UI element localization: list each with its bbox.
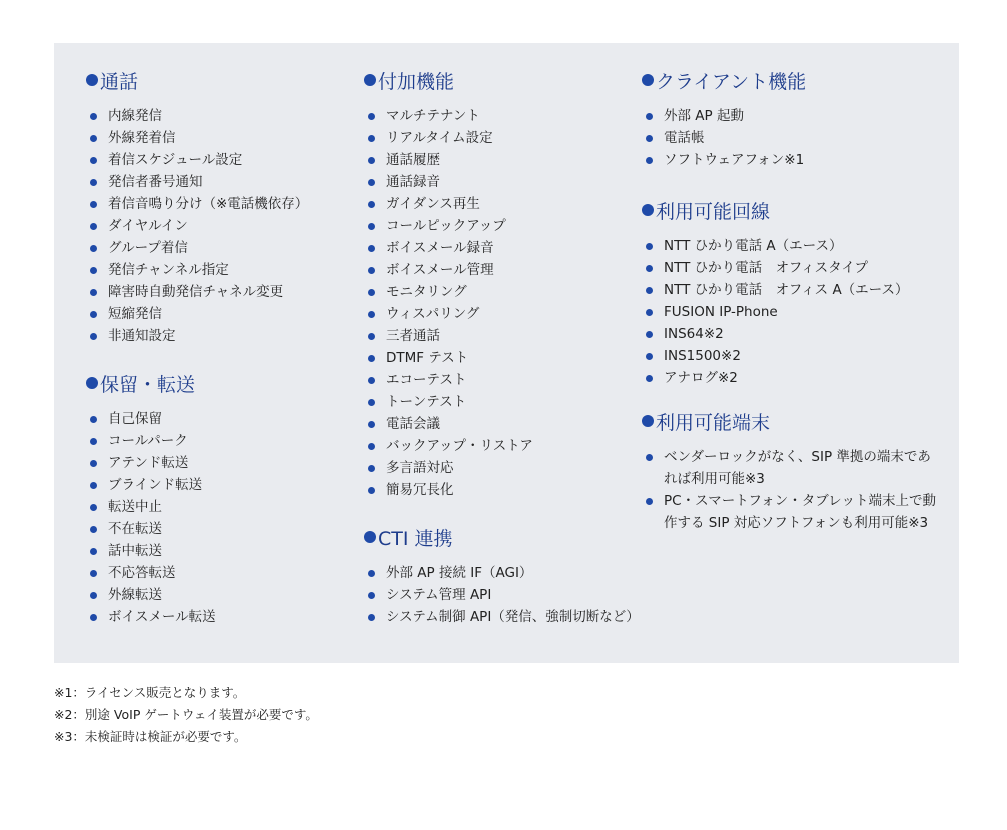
section-title	[642, 195, 909, 225]
section-title	[642, 65, 806, 95]
list-item	[86, 540, 216, 562]
bullet-dot-icon	[90, 157, 97, 164]
bullet-dot-icon	[90, 135, 97, 142]
circle-bullet-icon	[642, 74, 654, 86]
list-item-text: DTMF テスト	[386, 350, 469, 366]
bullet-dot-icon	[368, 333, 375, 340]
bullet-dot-icon	[90, 592, 97, 599]
bullet-dot-icon	[368, 355, 375, 362]
list-item-text: ボイスメール転送	[108, 609, 216, 625]
list-item-text: ガイダンス再生	[386, 196, 480, 212]
list-item-text: バックアップ・リストア	[386, 438, 533, 454]
list-item	[364, 479, 533, 501]
list-item-text: ダイヤルイン	[108, 218, 188, 234]
bullet-dot-icon	[368, 267, 375, 274]
list-item	[364, 215, 533, 237]
list-item-text: 多言語対応	[386, 460, 454, 476]
list-item-text: システム制御 API（発信、強制切断など）	[386, 609, 640, 625]
list-item-text: 通話履歴	[386, 152, 440, 168]
list-item	[642, 301, 909, 323]
bullet-dot-icon	[368, 399, 375, 406]
feature-list	[642, 105, 806, 171]
circle-bullet-icon	[642, 204, 654, 216]
list-item-text: 外部 AP 起動	[664, 108, 744, 124]
list-item	[86, 237, 308, 259]
footnotes	[54, 682, 954, 748]
feature-list	[86, 408, 216, 628]
list-item-text: ソフトウェアフォン※1	[664, 152, 805, 168]
bullet-dot-icon	[646, 243, 653, 250]
list-item	[364, 347, 533, 369]
list-item-text: 簡易冗長化	[386, 482, 454, 498]
list-item-text: 通話録音	[386, 174, 440, 190]
bullet-dot-icon	[90, 333, 97, 340]
bullet-dot-icon	[368, 157, 375, 164]
bullet-dot-icon	[90, 179, 97, 186]
section-additional-features	[364, 65, 533, 501]
list-item	[86, 606, 216, 628]
bullet-dot-icon	[90, 504, 97, 511]
bullet-dot-icon	[646, 157, 653, 164]
list-item	[642, 127, 806, 149]
bullet-dot-icon	[90, 245, 97, 252]
list-item-text: INS1500※2	[664, 348, 741, 364]
list-item	[364, 259, 533, 281]
section-title-text: CTI 連携	[378, 527, 453, 550]
list-item-text: 非通知設定	[108, 328, 176, 344]
bullet-dot-icon	[90, 460, 97, 467]
section-title-text: 通話	[100, 70, 139, 93]
section-title	[642, 406, 942, 436]
list-item-text: FUSION IP-Phone	[664, 304, 778, 320]
list-item	[86, 105, 308, 127]
list-item	[86, 584, 216, 606]
bullet-dot-icon	[90, 438, 97, 445]
bullet-dot-icon	[368, 223, 375, 230]
list-item	[364, 606, 640, 628]
bullet-dot-icon	[646, 331, 653, 338]
list-item-text: INS64※2	[664, 326, 724, 342]
bullet-dot-icon	[646, 375, 653, 382]
bullet-dot-icon	[368, 570, 375, 577]
list-item	[86, 281, 308, 303]
circle-bullet-icon	[364, 531, 376, 543]
list-item	[86, 127, 308, 149]
feature-list	[642, 446, 942, 534]
list-item-text: 着信スケジュール設定	[108, 152, 243, 168]
list-item	[86, 149, 308, 171]
list-item	[86, 474, 216, 496]
bullet-dot-icon	[90, 570, 97, 577]
list-item	[86, 408, 216, 430]
list-item-text: NTT ひかり電話 オフィス A（エース）	[664, 282, 909, 298]
feature-list	[642, 235, 909, 389]
list-item	[642, 279, 909, 301]
circle-bullet-icon	[364, 74, 376, 86]
list-item	[642, 367, 909, 389]
list-item-text: 発信者番号通知	[108, 174, 203, 190]
list-item-text: アナログ※2	[664, 370, 738, 386]
list-item-text: ベンダーロックがなく、SIP 準拠の端末であれば利用可能※3	[664, 449, 931, 487]
section-title-text: クライアント機能	[656, 70, 807, 93]
list-item	[86, 496, 216, 518]
bullet-dot-icon	[646, 287, 653, 294]
section-client-features	[642, 65, 806, 171]
list-item	[364, 237, 533, 259]
section-title-text: 利用可能端末	[656, 411, 771, 434]
list-item	[364, 149, 533, 171]
list-item	[364, 303, 533, 325]
bullet-dot-icon	[368, 113, 375, 120]
bullet-dot-icon	[646, 353, 653, 360]
bullet-dot-icon	[90, 267, 97, 274]
circle-bullet-icon	[86, 377, 98, 389]
list-item-text: 障害時自動発信チャネル変更	[108, 284, 284, 300]
bullet-dot-icon	[368, 592, 375, 599]
list-item-text: モニタリング	[386, 284, 467, 300]
list-item	[86, 562, 216, 584]
bullet-dot-icon	[90, 548, 97, 555]
list-item	[364, 325, 533, 347]
list-item-text: 話中転送	[108, 543, 162, 559]
bullet-dot-icon	[90, 526, 97, 533]
section-title-text: 保留・転送	[100, 373, 196, 396]
bullet-dot-icon	[368, 465, 375, 472]
list-item	[86, 452, 216, 474]
bullet-dot-icon	[90, 416, 97, 423]
list-item	[364, 391, 533, 413]
list-item-text: 着信音鳴り分け（※電話機依存）	[108, 196, 309, 212]
list-item-text: 外部 AP 接続 IF（AGI）	[386, 565, 533, 581]
list-item	[364, 281, 533, 303]
section-available-terminals	[642, 406, 942, 534]
list-item-text: 発信チャンネル指定	[108, 262, 229, 278]
bullet-dot-icon	[90, 201, 97, 208]
section-title-text: 付加機能	[378, 70, 455, 93]
circle-bullet-icon	[642, 415, 654, 427]
section-title	[364, 65, 533, 95]
list-item	[86, 259, 308, 281]
list-item	[86, 325, 308, 347]
list-item-text: 内線発信	[108, 108, 162, 124]
bullet-dot-icon	[368, 377, 375, 384]
bullet-dot-icon	[368, 487, 375, 494]
list-item-text: 不在転送	[108, 521, 162, 537]
feature-list	[364, 105, 533, 501]
footnote-3: ※3：未検証時は検証が必要です。	[54, 729, 247, 744]
section-title	[86, 65, 308, 95]
list-item-text: グループ着信	[108, 240, 188, 256]
list-item	[642, 105, 806, 127]
list-item	[86, 215, 308, 237]
list-item-text: NTT ひかり電話 オフィスタイプ	[664, 260, 868, 276]
list-item-text: エコーテスト	[386, 372, 467, 388]
section-title	[364, 522, 634, 552]
bullet-dot-icon	[646, 265, 653, 272]
list-item	[364, 435, 533, 457]
list-item	[364, 171, 533, 193]
bullet-dot-icon	[90, 289, 97, 296]
list-item	[642, 345, 909, 367]
list-item	[364, 562, 634, 584]
bullet-dot-icon	[646, 309, 653, 316]
section-title	[86, 368, 216, 398]
list-item-text: 外線発着信	[108, 130, 176, 146]
list-item-text: ボイスメール録音	[386, 240, 494, 256]
list-item-text: リアルタイム設定	[386, 130, 493, 146]
list-item-text: システム管理 API	[386, 587, 492, 603]
list-item-text: コールパーク	[108, 433, 188, 449]
list-item	[642, 490, 942, 534]
bullet-dot-icon	[368, 135, 375, 142]
list-item	[86, 518, 216, 540]
bullet-dot-icon	[90, 482, 97, 489]
list-item-text: コールピックアップ	[386, 218, 506, 234]
section-hold-transfer	[86, 368, 216, 628]
list-item	[364, 584, 634, 606]
list-item-text: 自己保留	[108, 411, 162, 427]
list-item	[364, 413, 533, 435]
section-title-text: 利用可能回線	[656, 200, 771, 223]
list-item-text: 電話会議	[386, 416, 440, 432]
bullet-dot-icon	[368, 443, 375, 450]
list-item-text: 短縮発信	[108, 306, 162, 322]
bullet-dot-icon	[646, 135, 653, 142]
feature-list	[364, 562, 640, 628]
list-item	[642, 235, 909, 257]
bullet-dot-icon	[646, 498, 653, 505]
list-item-text: アテンド転送	[108, 455, 189, 471]
list-item	[364, 105, 533, 127]
list-item-text: ブラインド転送	[108, 477, 203, 493]
bullet-dot-icon	[646, 113, 653, 120]
circle-bullet-icon	[86, 74, 98, 86]
bullet-dot-icon	[90, 113, 97, 120]
list-item	[642, 149, 806, 171]
footnote-1: ※1：ライセンス販売となります。	[54, 685, 246, 700]
bullet-dot-icon	[646, 454, 653, 461]
list-item-text: トーンテスト	[386, 394, 467, 410]
bullet-dot-icon	[90, 223, 97, 230]
section-calling	[86, 65, 308, 347]
list-item	[642, 323, 909, 345]
footnote-2: ※2：別途 VoIP ゲートウェイ装置が必要です。	[54, 707, 318, 722]
bullet-dot-icon	[368, 614, 375, 621]
section-cti-integration	[364, 522, 640, 628]
list-item-text: 三者通話	[386, 328, 440, 344]
list-item	[86, 303, 308, 325]
bullet-dot-icon	[368, 179, 375, 186]
list-item	[364, 369, 533, 391]
list-item	[364, 193, 533, 215]
bullet-dot-icon	[368, 421, 375, 428]
list-item	[364, 127, 533, 149]
list-item-text: 電話帳	[664, 130, 705, 146]
list-item	[86, 171, 308, 193]
list-item	[86, 193, 308, 215]
bullet-dot-icon	[368, 311, 375, 318]
section-available-lines	[642, 195, 909, 389]
list-item-text: 不応答転送	[108, 565, 176, 581]
list-item-text: マルチテナント	[386, 108, 480, 124]
bullet-dot-icon	[90, 614, 97, 621]
list-item	[86, 430, 216, 452]
list-item-text: 転送中止	[108, 499, 162, 515]
list-item-text: PC・スマートフォン・タブレット端末上で動作する SIP 対応ソフトフォンも利用可能※3	[664, 493, 937, 531]
list-item-text: 外線転送	[108, 587, 162, 603]
bullet-dot-icon	[90, 311, 97, 318]
bullet-dot-icon	[368, 201, 375, 208]
feature-list	[86, 105, 308, 347]
list-item	[364, 457, 533, 479]
list-item	[642, 257, 909, 279]
bullet-dot-icon	[368, 245, 375, 252]
list-item-text: ボイスメール管理	[386, 262, 494, 278]
bullet-dot-icon	[368, 289, 375, 296]
list-item-text: NTT ひかり電話 A（エース）	[664, 238, 843, 254]
list-item	[642, 446, 942, 490]
list-item-text: ウィスパリング	[386, 306, 480, 322]
feature-panel	[54, 43, 959, 663]
